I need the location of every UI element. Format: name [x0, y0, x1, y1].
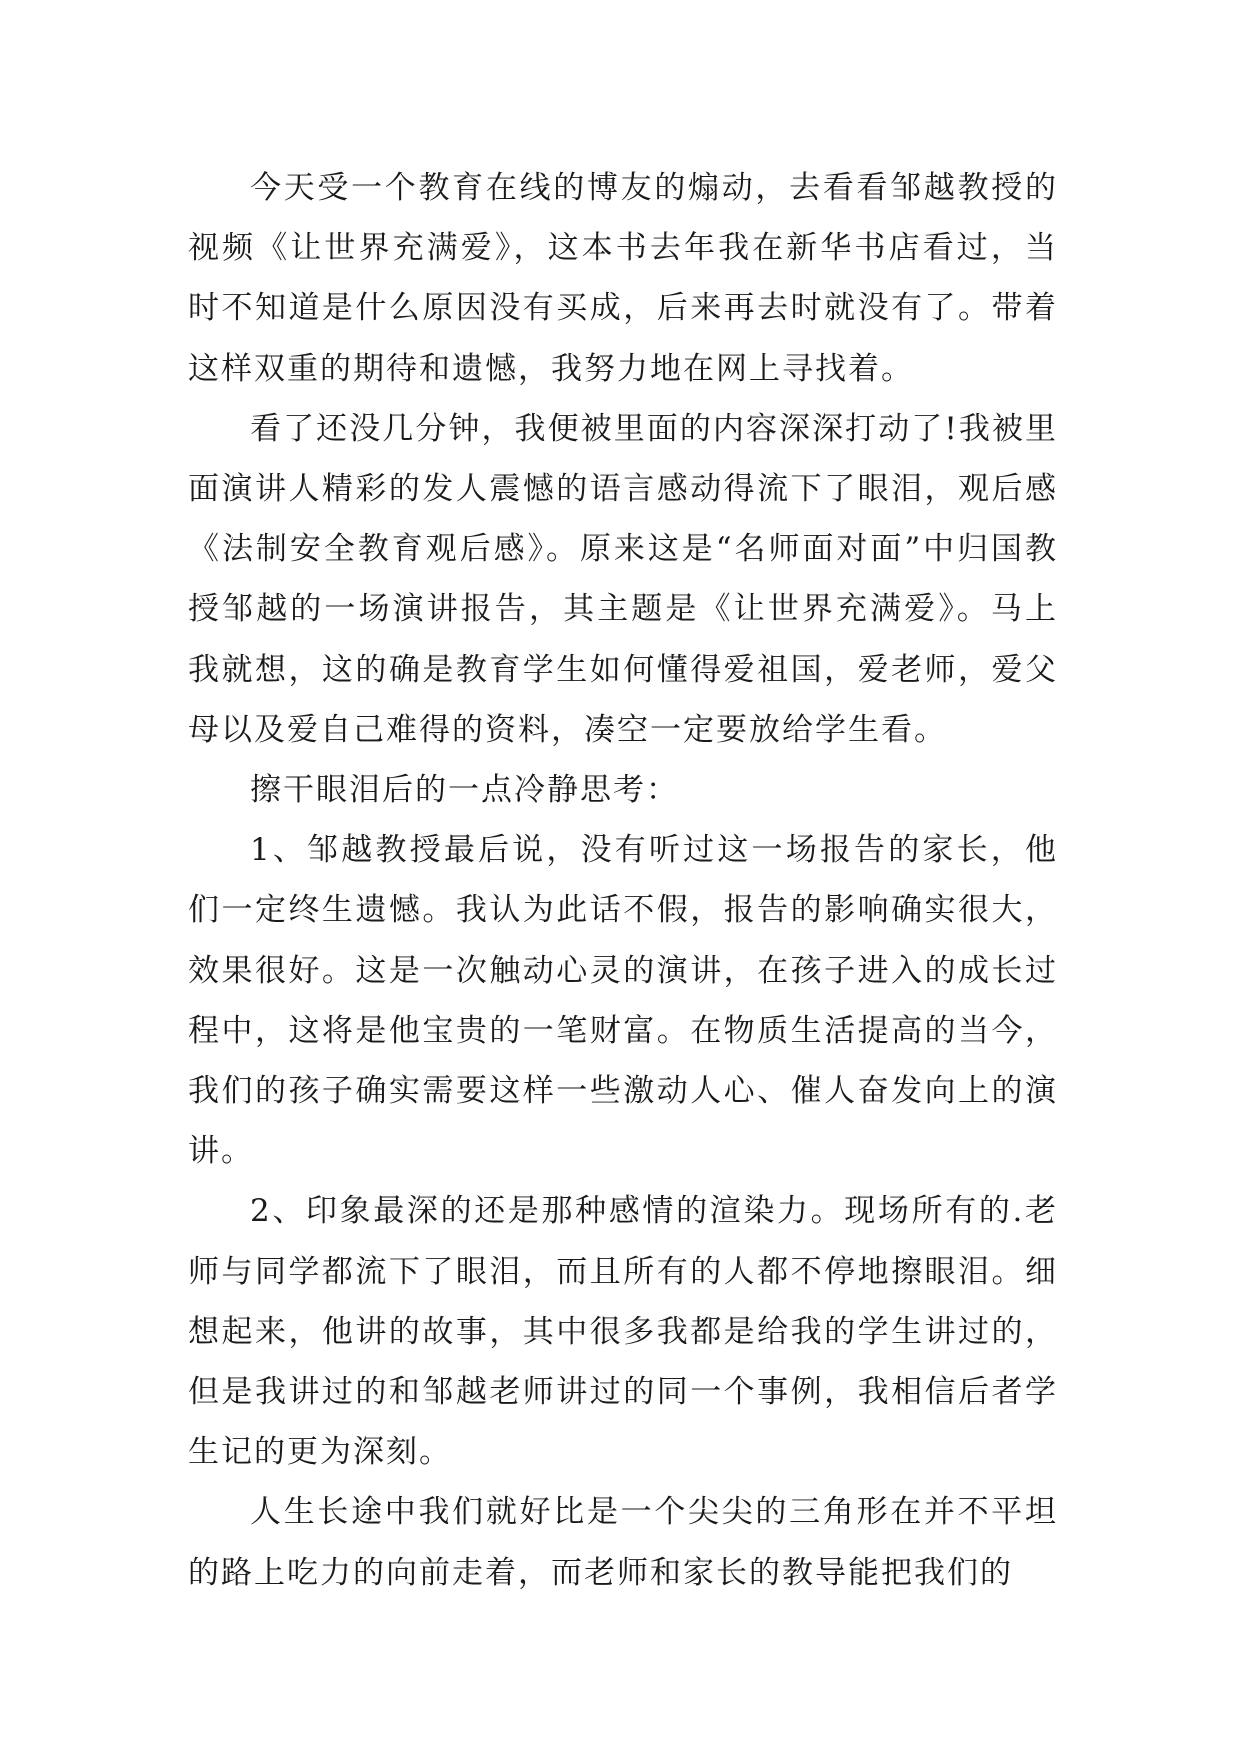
paragraph-reflection-heading: 擦干眼泪后的一点冷静思考：: [250, 772, 679, 809]
paragraph-closing: 人生长途中我们就好比是一个尖尖的三角形在并不平坦的路上吃力的向前走着，而老师和家长的教导能把我们的: [188, 1494, 1058, 1591]
paragraph-intro: 今天受一个教育在线的博友的煽动，去看看邹越教授的视频《让世界充满爱》，这本书去年我在新华书店看过，当时不知道是什么原因没有买成，后来再去时就没有了。带着这样双重的期待和遗憾，我努力地在网上寻找着。: [188, 170, 1058, 387]
paragraph-point-2: 2、印象最深的还是那种感情的渲染力。现场所有的.老师与同学都流下了眼泪，而且所有的人都不停地擦眼泪。细想起来，他讲的故事，其中很多我都是给我的学生讲过的，但是我讲过的和邹越老师讲过的同一个事例，我相信后者学生记的更为深刻。: [188, 1193, 1058, 1471]
document-body: [188, 158, 1058, 1603]
paragraph-impression: 看了还没几分钟，我便被里面的内容深深打动了!我被里面演讲人精彩的发人震憾的语言感动得流下了眼泪，观后感《法制安全教育观后感》。原来这是“名师面对面”中归国教授邹越的一场演讲报告，其主题是《让世界充满爱》。马上我就想，这的确是教育学生如何懂得爱祖国，爱老师，爱父母以及爱自己难得的资料，凑空一定要放给学生看。: [188, 410, 1058, 748]
paragraph-point-1: 1、邹越教授最后说，没有听过这一场报告的家长，他们一定终生遗憾。我认为此话不假，报告的影响确实很大，效果很好。这是一次触动心灵的演讲，在孩子进入的成长过程中，这将是他宝贵的一笔财富。在物质生活提高的当今，我们的孩子确实需要这样一些激动人心、催人奋发向上的演讲。: [188, 832, 1058, 1170]
